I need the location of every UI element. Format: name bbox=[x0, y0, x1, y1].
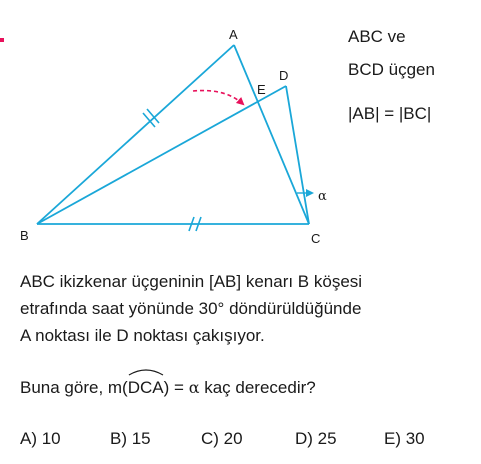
rotation-arrow bbox=[193, 91, 243, 104]
given-line-triangles-cont: BCD üçgen bbox=[348, 60, 435, 79]
vertex-label-c: C bbox=[311, 231, 321, 246]
choice-c[interactable]: C) 20 bbox=[201, 429, 243, 448]
choice-a[interactable]: A) 10 bbox=[20, 429, 61, 448]
given-line-triangles: ABC ve bbox=[348, 27, 406, 46]
question-alpha: α bbox=[188, 378, 200, 397]
angle-arc-icon bbox=[128, 368, 164, 376]
problem-statement bbox=[20, 268, 475, 349]
problem-line-3: A noktası ile D noktası çakışıyor. bbox=[20, 326, 265, 345]
question-text bbox=[20, 374, 316, 401]
choice-e[interactable]: E) 30 bbox=[384, 429, 425, 448]
given-equal-lengths: |AB| = |BC| bbox=[348, 104, 432, 123]
question-prefix: Buna göre, m( bbox=[20, 378, 128, 397]
answer-choices bbox=[0, 425, 481, 455]
vertex-label-b: B bbox=[20, 228, 29, 243]
segment-dc bbox=[286, 86, 309, 224]
question-middle: ) = bbox=[163, 378, 189, 397]
angle-arc-group bbox=[128, 374, 164, 401]
angle-name: DCA bbox=[127, 378, 164, 397]
segment-bd bbox=[37, 86, 286, 224]
angle-label-alpha: α bbox=[318, 189, 327, 204]
vertex-label-e: E bbox=[257, 82, 266, 97]
choice-b[interactable]: B) 15 bbox=[110, 429, 151, 448]
vertex-label-a: A bbox=[229, 27, 238, 42]
problem-line-1: ABC ikizkenar üçgeninin [AB] kenarı B köşesi bbox=[20, 272, 363, 291]
segment-ac bbox=[234, 45, 309, 224]
problem-line-2: etrafında saat yönünde 30° döndürüldüğünde bbox=[20, 299, 362, 318]
vertex-label-d: D bbox=[279, 68, 289, 83]
segment-ab bbox=[37, 45, 234, 224]
choice-d[interactable]: D) 25 bbox=[295, 429, 337, 448]
question-suffix: kaç derecedir? bbox=[199, 378, 316, 397]
